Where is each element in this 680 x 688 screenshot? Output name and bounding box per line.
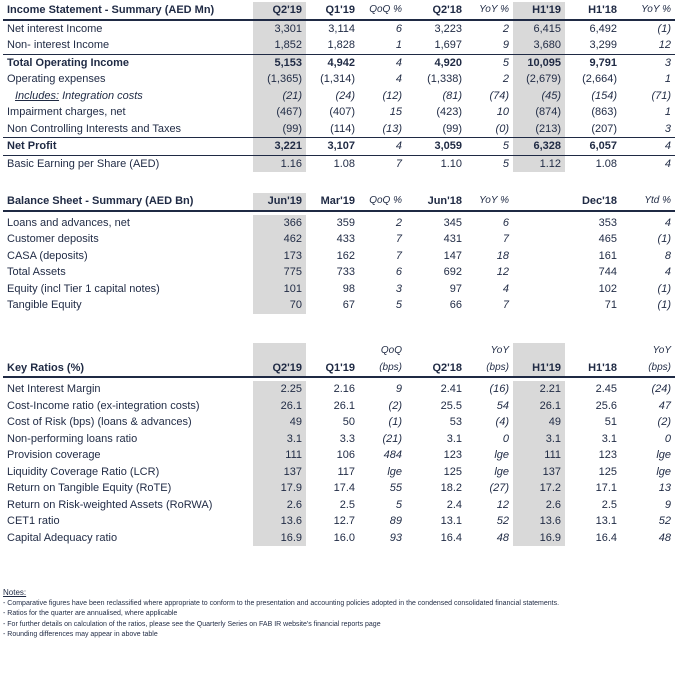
- cell: 7: [502, 233, 509, 245]
- cell: 2: [502, 73, 509, 85]
- cell: 52: [658, 515, 671, 527]
- col-h1-18: H1'18: [565, 343, 621, 377]
- cell: (21): [382, 432, 402, 445]
- row-label: Non-performing loans ratio: [7, 432, 138, 445]
- col-yoy: YoY %: [466, 193, 513, 211]
- cell: 366: [253, 215, 306, 232]
- cell: 2.41: [440, 383, 462, 395]
- cell: (874): [513, 104, 565, 121]
- col-yoy-h1-label: YoY: [652, 345, 671, 356]
- cell: 1.08: [306, 155, 359, 172]
- cell: 173: [253, 248, 306, 265]
- ratios-header-row: [3, 343, 675, 377]
- cell: 9,791: [565, 54, 621, 71]
- cell: 102: [598, 282, 617, 295]
- cell: 431: [443, 233, 462, 245]
- cell: lge: [656, 449, 671, 461]
- cell: lge: [494, 465, 509, 478]
- cell: (1,314): [320, 73, 355, 85]
- col-yoy-h1-bps: [621, 343, 675, 377]
- cell: 3: [395, 282, 402, 295]
- row-label: Loans and advances, net: [7, 216, 130, 229]
- cell: 12.7: [333, 515, 355, 527]
- cell: (81): [442, 89, 462, 102]
- cell: 3.3: [339, 432, 355, 445]
- cell: [513, 297, 565, 314]
- cell: (0): [495, 122, 509, 135]
- cell: [513, 215, 565, 232]
- col-mar-19: Mar'19: [306, 193, 359, 211]
- cell: 3,301: [253, 20, 306, 38]
- cell: 2.5: [601, 498, 617, 511]
- cell: 26.1: [253, 398, 306, 415]
- cell: (2,664): [582, 73, 617, 85]
- cell: 3,114: [328, 22, 355, 35]
- cell: 16.9: [513, 530, 565, 547]
- col-q2-19: Q2'19: [253, 2, 306, 20]
- cell: [513, 264, 565, 281]
- cell: 13.6: [253, 513, 306, 530]
- table-row: [3, 231, 675, 248]
- cell: 2.4: [446, 498, 462, 511]
- cell: [513, 231, 565, 248]
- cell: 25.5: [440, 399, 462, 412]
- cell: (99): [442, 122, 462, 135]
- col-q1-19: Q1'19: [306, 343, 359, 377]
- cell: 98: [342, 282, 355, 295]
- cell: 1.08: [565, 155, 621, 172]
- row-label: Total Assets: [7, 266, 66, 278]
- cell: 1: [664, 106, 671, 118]
- cell: 50: [342, 416, 355, 428]
- cell: (99): [253, 121, 306, 138]
- table-row: [3, 381, 675, 398]
- col-yoy: YoY %: [466, 2, 513, 20]
- cell: (16): [489, 383, 509, 395]
- cell: 161: [598, 249, 617, 262]
- cell: 55: [389, 482, 402, 494]
- col-yoy-unit: (bps): [486, 361, 509, 373]
- cell: 6: [395, 266, 402, 278]
- cell: 48: [658, 531, 671, 544]
- cell: 2.6: [253, 497, 306, 514]
- cell: 5: [466, 155, 513, 172]
- cell: 5: [395, 299, 402, 311]
- col-jun-19: Jun'19: [253, 193, 306, 211]
- row-label: Return on Risk-weighted Assets (RoRWA): [7, 498, 213, 511]
- ratios-title: Key Ratios (%): [3, 343, 253, 377]
- col-qoq: QoQ %: [359, 2, 406, 20]
- row-label: Provision coverage: [7, 449, 101, 461]
- cell: 4,942: [306, 54, 359, 71]
- cell: 49: [513, 414, 565, 431]
- cell: 3.1: [253, 431, 306, 448]
- cell: 67: [342, 299, 355, 311]
- cell: 3,680: [513, 37, 565, 54]
- cell: (2,679): [513, 71, 565, 88]
- cell: 26.1: [333, 399, 355, 412]
- row-label: Net interest Income: [7, 22, 103, 35]
- cell: 93: [389, 531, 402, 544]
- cell: [513, 248, 565, 265]
- table-row: [3, 37, 675, 54]
- row-label: Non Controlling Interests and Taxes: [7, 122, 182, 135]
- cell: 66: [449, 299, 462, 311]
- row-label: Operating expenses: [7, 73, 106, 85]
- cell: 4: [395, 73, 402, 85]
- cell: 147: [443, 249, 462, 262]
- cell: (114): [330, 122, 355, 135]
- table-row: [3, 71, 675, 88]
- cell: 16.9: [253, 530, 306, 547]
- cell: 5: [395, 498, 402, 511]
- cell: 9: [664, 498, 671, 511]
- table-row: [3, 88, 675, 105]
- col-qoq: QoQ %: [359, 193, 406, 211]
- cell: 16.4: [595, 531, 617, 544]
- row-label: Tangible Equity: [7, 299, 82, 311]
- col-ytd: Ytd %: [621, 193, 675, 211]
- cell: 117: [337, 465, 355, 478]
- cell: 25.6: [595, 399, 617, 412]
- cell: 6: [502, 216, 509, 229]
- cell: 3.1: [446, 432, 462, 445]
- table-row: [3, 281, 675, 298]
- cell: (4): [495, 416, 509, 428]
- note-item: - Ratios for the quarter are annualised, where applicable: [3, 610, 178, 617]
- cell: 3,059: [406, 138, 466, 156]
- cell: 137: [513, 464, 565, 481]
- cell: (2): [657, 416, 671, 428]
- cell: 47: [658, 399, 671, 412]
- cell: [513, 281, 565, 298]
- cell: (1): [657, 282, 671, 295]
- cell: lge: [494, 449, 509, 461]
- cell: (71): [651, 89, 671, 102]
- table-row: [3, 54, 675, 71]
- cell: (1): [388, 416, 402, 428]
- cell: 3: [664, 122, 671, 135]
- cell: 9: [395, 383, 402, 395]
- cell: 7: [395, 233, 402, 245]
- income-header-row: [3, 2, 675, 20]
- cell: (1): [657, 233, 671, 245]
- cell: 6,492: [589, 22, 617, 35]
- cell: 16.4: [440, 531, 462, 544]
- row-label: Impairment charges, net: [7, 106, 126, 118]
- cell: 13.1: [440, 515, 462, 527]
- cell: (13): [382, 122, 402, 135]
- notes-section: [3, 588, 675, 641]
- table-row: [3, 297, 675, 314]
- cell: 775: [253, 264, 306, 281]
- row-label: Basic Earning per Share (AED): [3, 155, 253, 172]
- table-row: [3, 155, 675, 172]
- col-yoy-h1-unit: (bps): [648, 361, 671, 373]
- table-row: [3, 398, 675, 415]
- cell: 4: [359, 54, 406, 71]
- cell: lge: [656, 465, 671, 478]
- row-label: Liquidity Coverage Ratio (LCR): [7, 465, 160, 478]
- cell: 10,095: [513, 54, 565, 71]
- row-label: CET1 ratio: [7, 515, 60, 527]
- cell: 15: [389, 106, 402, 118]
- cell: 53: [449, 416, 462, 428]
- cell: 4: [621, 138, 675, 156]
- cell: 359: [336, 216, 355, 229]
- table-row: [3, 20, 675, 38]
- note-item: - Comparative figures have been reclassified where appropriate to conform to the presentation and accounting policies adopted in the condensed consolidated financial statements.: [3, 599, 560, 607]
- cell: 1: [664, 73, 671, 85]
- cell: 71: [604, 299, 617, 311]
- cell: 4,920: [406, 54, 466, 71]
- col-h1-19: H1'19: [513, 2, 565, 20]
- cell: 3,223: [434, 22, 462, 35]
- col-h1-18: H1'18: [565, 2, 621, 20]
- col-q2-19: Q2'19: [253, 343, 306, 377]
- cell: 744: [598, 266, 617, 278]
- cell: 1.16: [253, 155, 306, 172]
- cell: 1.10: [406, 155, 466, 172]
- col-h1-19: H1'19: [513, 343, 565, 377]
- cell: 1: [395, 39, 402, 51]
- cell: 13: [658, 482, 671, 494]
- cell: 123: [443, 449, 462, 461]
- cell: (21): [253, 88, 306, 105]
- col-yoy-bps: [466, 343, 513, 377]
- table-row: [3, 121, 675, 138]
- col-yoy-label: YoY: [490, 345, 509, 356]
- cell: 5,153: [253, 54, 306, 71]
- cell: 3: [621, 54, 675, 71]
- cell: 5: [466, 54, 513, 71]
- table-row: [3, 138, 675, 156]
- cell: 3,107: [306, 138, 359, 156]
- table-row: [3, 414, 675, 431]
- cell: 8: [664, 249, 671, 262]
- cell: 51: [604, 416, 617, 428]
- cell: (1,365): [253, 71, 306, 88]
- note-item: - For further details on calculation of the ratios, please see the Quarterly Series on FAB IR website's financial reports page: [3, 620, 381, 628]
- cell: 12: [496, 498, 509, 511]
- note-item: - Rounding differences may appear in above table: [3, 631, 158, 638]
- cell: (213): [513, 121, 565, 138]
- table-row: [3, 264, 675, 281]
- cell: 2: [395, 216, 402, 229]
- cell: 17.9: [253, 480, 306, 497]
- cell: 111: [253, 447, 306, 464]
- cell: 345: [443, 216, 462, 229]
- cell: 462: [253, 231, 306, 248]
- cell: 6,328: [513, 138, 565, 156]
- cell: 0: [664, 432, 671, 445]
- table-row: [3, 497, 675, 514]
- cell: (407): [329, 106, 355, 118]
- cell: 4: [664, 216, 671, 229]
- table-row: [3, 215, 675, 232]
- cell: 1.12: [513, 155, 565, 172]
- cell: 106: [336, 449, 355, 461]
- cell: 4: [664, 266, 671, 278]
- row-label: Non- interest Income: [7, 39, 110, 51]
- table-row: [3, 104, 675, 121]
- cell: 17.4: [333, 482, 355, 494]
- balance-header-row: [3, 193, 675, 211]
- col-yoy-h1: YoY %: [621, 2, 675, 20]
- includes-prefix: Includes:: [15, 89, 60, 102]
- table-row: [3, 513, 675, 530]
- cell: 4: [502, 282, 509, 295]
- cell: (24): [651, 383, 671, 395]
- col-blank: [513, 193, 565, 211]
- row-label: CASA (deposits): [7, 249, 88, 262]
- cell: 162: [336, 249, 355, 262]
- cell: 52: [496, 515, 509, 527]
- cell: 6: [395, 22, 402, 35]
- table-row: [3, 530, 675, 547]
- cell: 4: [359, 138, 406, 156]
- cell: 17.2: [513, 480, 565, 497]
- table-row: [3, 447, 675, 464]
- col-jun-18: Jun'18: [406, 193, 466, 211]
- col-dec-18: Dec'18: [565, 193, 621, 211]
- cell: 2.45: [595, 383, 617, 395]
- cell: 6,057: [565, 138, 621, 156]
- balance-title: Balance Sheet - Summary (AED Bn): [3, 193, 253, 211]
- cell: 3.1: [601, 432, 617, 445]
- cell: (74): [489, 89, 509, 102]
- key-ratios-table: [3, 343, 675, 546]
- cell: 18.2: [440, 482, 462, 494]
- row-label: Equity (incl Tier 1 capital notes): [7, 282, 160, 295]
- cell: 49: [253, 414, 306, 431]
- cell: (45): [513, 88, 565, 105]
- cell: 137: [253, 464, 306, 481]
- cell: (1): [657, 299, 671, 311]
- cell: 5: [466, 138, 513, 156]
- cell: (12): [382, 89, 402, 102]
- cell: (1,338): [427, 73, 462, 85]
- table-row: [3, 464, 675, 481]
- cell: 3,299: [589, 39, 617, 51]
- cell: 97: [449, 282, 462, 295]
- col-qoq-bps: [359, 343, 406, 377]
- row-label: Customer deposits: [7, 233, 99, 245]
- balance-sheet-table: [3, 193, 675, 314]
- cell: 17.1: [595, 482, 617, 494]
- cell: 13.1: [595, 515, 617, 527]
- cell: 26.1: [513, 398, 565, 415]
- cell: (27): [489, 482, 509, 494]
- cell: (423): [436, 106, 462, 118]
- cell: 9: [502, 39, 509, 51]
- col-q2-18: Q2'18: [406, 2, 466, 20]
- table-row: [3, 248, 675, 265]
- table-row: [3, 431, 675, 448]
- cell: 12: [658, 39, 671, 51]
- cell: 123: [598, 449, 617, 461]
- cell: 0: [502, 432, 509, 445]
- cell: 54: [496, 399, 509, 412]
- cell: 3,221: [253, 138, 306, 156]
- cell: 12: [496, 266, 509, 278]
- cell: 7: [359, 155, 406, 172]
- cell: (24): [335, 89, 355, 102]
- row-label: Cost-Income ratio (ex-integration costs): [7, 399, 200, 412]
- cell: 1,828: [327, 39, 355, 51]
- cell: (467): [253, 104, 306, 121]
- cell: 70: [253, 297, 306, 314]
- includes-text: Integration costs: [59, 89, 143, 102]
- cell: 1,697: [434, 39, 462, 51]
- table-row: [3, 480, 675, 497]
- cell: 16.0: [333, 531, 355, 544]
- cell: lge: [387, 465, 402, 478]
- cell: 2.5: [339, 498, 355, 511]
- cell: 111: [513, 447, 565, 464]
- cell: 125: [598, 465, 617, 478]
- cell: (154): [591, 89, 617, 102]
- cell: 2.25: [253, 381, 306, 398]
- row-label: Cost of Risk (bps) (loans & advances): [7, 416, 192, 428]
- cell: 2: [502, 22, 509, 35]
- cell: (863): [591, 106, 617, 118]
- cell: 18: [496, 249, 509, 262]
- cell: 7: [395, 249, 402, 262]
- cell: 2.21: [513, 381, 565, 398]
- col-q2-18: Q2'18: [406, 343, 466, 377]
- col-q1-19: Q1'19: [306, 2, 359, 20]
- cell: 6,415: [513, 20, 565, 38]
- cell: 3.1: [513, 431, 565, 448]
- row-label: Total Operating Income: [3, 54, 253, 71]
- col-qoq-label: QoQ: [380, 345, 402, 356]
- cell: 10: [496, 106, 509, 118]
- notes-title: Notes:: [3, 588, 27, 597]
- cell: (207): [591, 122, 617, 135]
- cell: 733: [336, 266, 355, 278]
- cell: (2): [388, 399, 402, 412]
- cell: 465: [598, 233, 617, 245]
- cell: 13.6: [513, 513, 565, 530]
- cell: 2.16: [333, 383, 355, 395]
- cell: 2.6: [513, 497, 565, 514]
- cell: 692: [443, 266, 462, 278]
- row-label: [3, 88, 253, 105]
- row-label: Net Profit: [3, 138, 253, 156]
- cell: 353: [598, 216, 617, 229]
- cell: 101: [253, 281, 306, 298]
- income-statement-table: [3, 2, 675, 172]
- col-qoq-unit: (bps): [379, 361, 402, 373]
- row-label: Capital Adequacy ratio: [7, 531, 118, 544]
- cell: 48: [496, 531, 509, 544]
- row-label: Net Interest Margin: [7, 383, 101, 395]
- cell: (1): [657, 22, 671, 35]
- cell: 7: [502, 299, 509, 311]
- cell: 484: [383, 449, 402, 461]
- cell: 4: [621, 155, 675, 172]
- cell: 433: [336, 233, 355, 245]
- income-title: Income Statement - Summary (AED Mn): [3, 2, 253, 20]
- cell: 125: [443, 465, 462, 478]
- cell: 89: [389, 515, 402, 527]
- row-label: Return on Tangible Equity (RoTE): [7, 482, 172, 494]
- cell: 1,852: [253, 37, 306, 54]
